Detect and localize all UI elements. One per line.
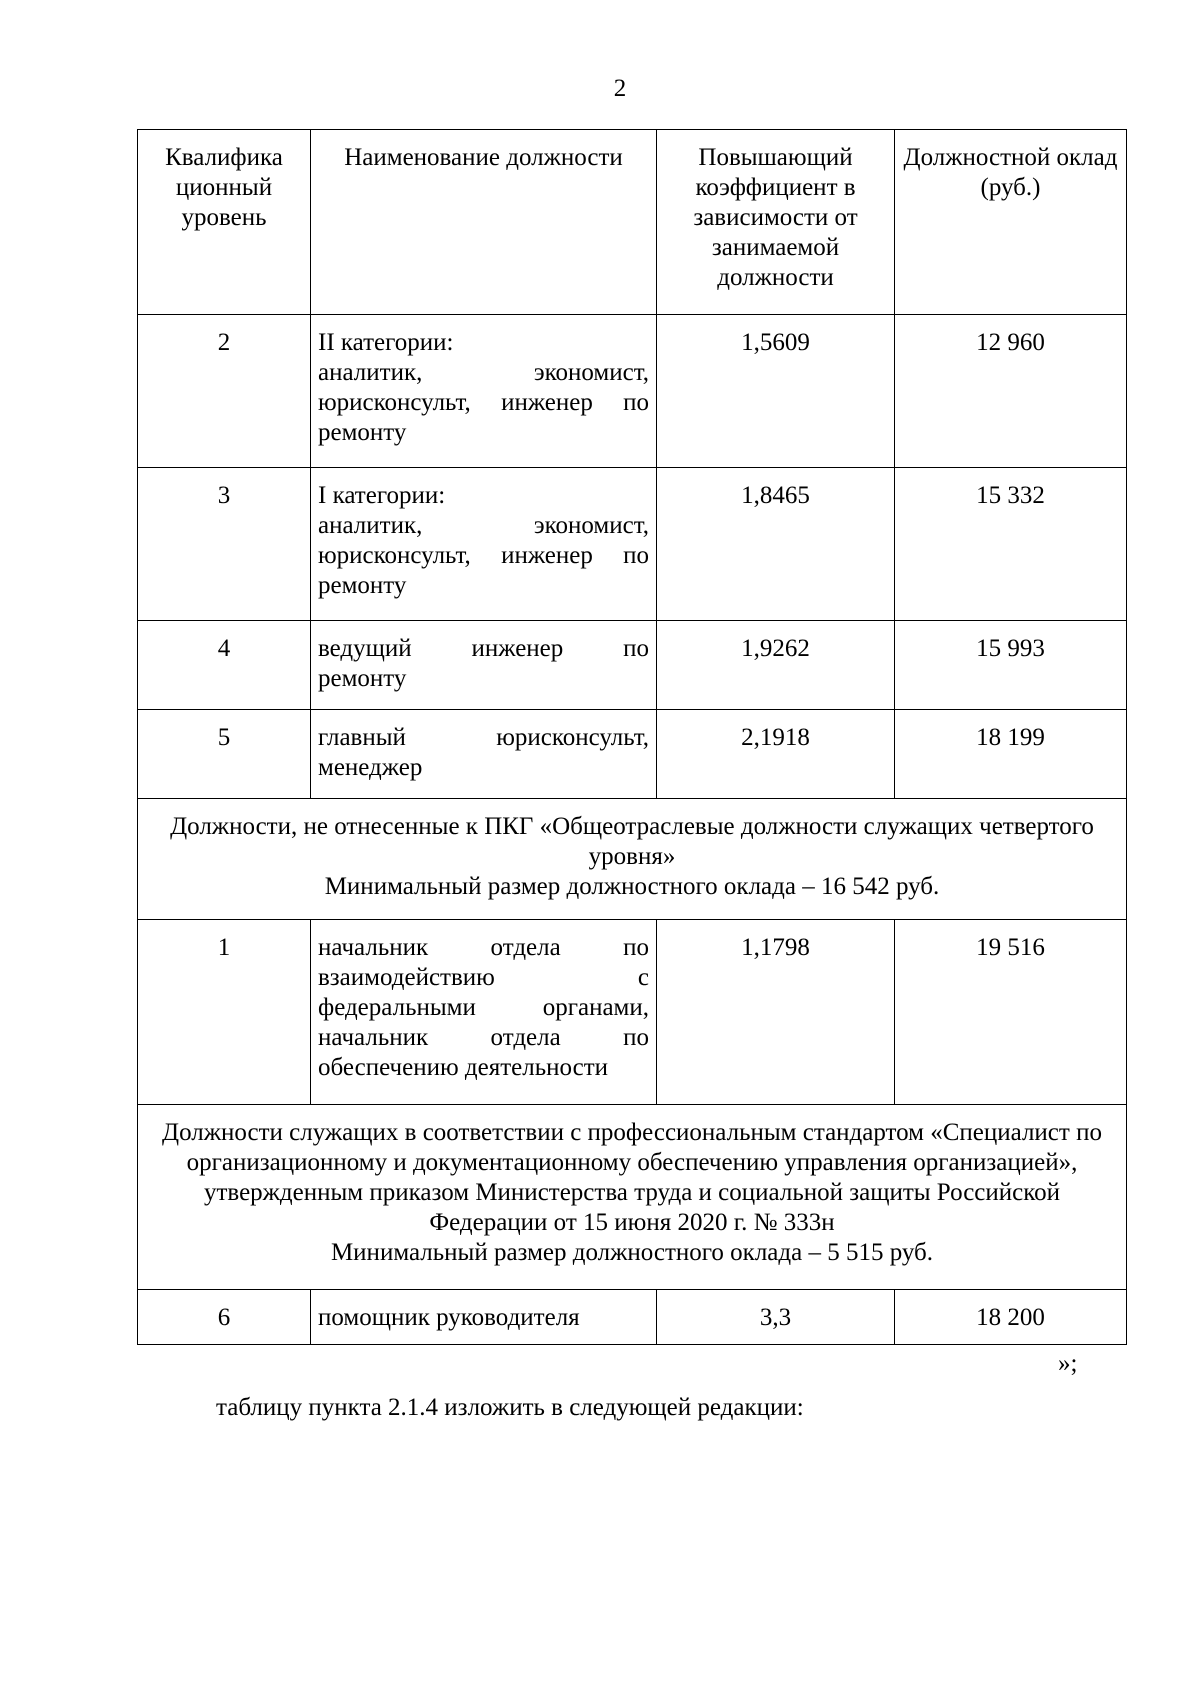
table-header-row — [138, 130, 1127, 315]
cell-level: 2 — [138, 315, 311, 468]
cell-salary: 19 516 — [895, 920, 1127, 1105]
cell-coefficient: 1,9262 — [657, 621, 895, 710]
position-line: обеспечению деятельности — [318, 1054, 609, 1081]
section-min-salary: Минимальный размер должностного оклада – 5 515 руб. — [330, 1239, 934, 1266]
cell-coefficient: 3,3 — [657, 1290, 895, 1345]
header-position-name: Наименование должности — [311, 130, 657, 315]
cell-coefficient: 2,1918 — [657, 710, 895, 799]
cell-salary: 18 199 — [895, 710, 1127, 799]
table-row — [138, 621, 1127, 710]
position-line: ведущий инженер по — [318, 635, 649, 662]
cell-coefficient: 1,5609 — [657, 315, 895, 468]
section-header-prof-standard — [138, 1105, 1127, 1290]
position-category: II категории: — [318, 329, 454, 356]
cell-coefficient: 1,8465 — [657, 468, 895, 621]
position-line: начальник отдела по — [318, 934, 649, 961]
section-title: Должности служащих в соответствии с профессиональным стандартом «Специалист по организационному и документационному обеспечению управления организацией», утвержденным приказом Министерства труда и социальной защиты Российской Федерации от 15 июня 2020 г. № 333н — [162, 1119, 1102, 1236]
page-number: 2 — [613, 75, 627, 102]
position-line: ремонту — [318, 665, 407, 692]
position-line: менеджер — [318, 754, 423, 781]
position-line: начальник отдела по — [318, 1024, 649, 1051]
cell-position — [311, 315, 657, 468]
position-line: аналитик, экономист, — [318, 359, 649, 386]
cell-position — [311, 920, 657, 1105]
section-min-salary: Минимальный размер должностного оклада – 16 542 руб. — [324, 873, 940, 900]
cell-salary: 12 960 — [895, 315, 1127, 468]
header-salary: Должностной оклад (руб.) — [895, 130, 1127, 315]
instruction-paragraph: таблицу пункта 2.1.4 изложить в следующей редакции: — [216, 1394, 804, 1421]
position-line: ремонту — [318, 572, 407, 599]
position-category: I категории: — [318, 482, 446, 509]
cell-position — [311, 468, 657, 621]
position-line: юрисконсульт, инженер по — [318, 389, 649, 416]
table-row — [138, 1290, 1127, 1345]
cell-level: 6 — [138, 1290, 311, 1345]
position-line: федеральными органами, — [318, 994, 649, 1021]
section-header-row — [138, 1105, 1127, 1290]
section-header-row — [138, 799, 1127, 920]
header-coefficient: Повышающий коэффициент в зависимости от занимаемой должности — [657, 130, 895, 315]
cell-level: 3 — [138, 468, 311, 621]
cell-level: 5 — [138, 710, 311, 799]
cell-salary: 18 200 — [895, 1290, 1127, 1345]
position-line: взаимодействию с — [318, 964, 649, 991]
cell-level: 4 — [138, 621, 311, 710]
salary-table — [137, 129, 1127, 1345]
header-qualification-level: Квалифика ционный уровень — [138, 130, 311, 315]
position-line: ремонту — [318, 419, 407, 446]
cell-position — [311, 710, 657, 799]
cell-coefficient: 1,1798 — [657, 920, 895, 1105]
cell-salary: 15 993 — [895, 621, 1127, 710]
position-line: аналитик, экономист, — [318, 512, 649, 539]
closing-quote-mark: »; — [1058, 1350, 1078, 1377]
cell-level: 1 — [138, 920, 311, 1105]
position-line: юрисконсульт, инженер по — [318, 542, 649, 569]
table-row — [138, 468, 1127, 621]
section-header-pkg — [138, 799, 1127, 920]
position-line: главный юрисконсульт, — [318, 724, 649, 751]
table-row — [138, 920, 1127, 1105]
cell-position: помощник руководителя — [311, 1290, 657, 1345]
section-title: Должности, не отнесенные к ПКГ «Общеотраслевые должности служащих четвертого уровня» — [170, 813, 1094, 870]
cell-salary: 15 332 — [895, 468, 1127, 621]
cell-position — [311, 621, 657, 710]
table-row — [138, 315, 1127, 468]
table-row — [138, 710, 1127, 799]
